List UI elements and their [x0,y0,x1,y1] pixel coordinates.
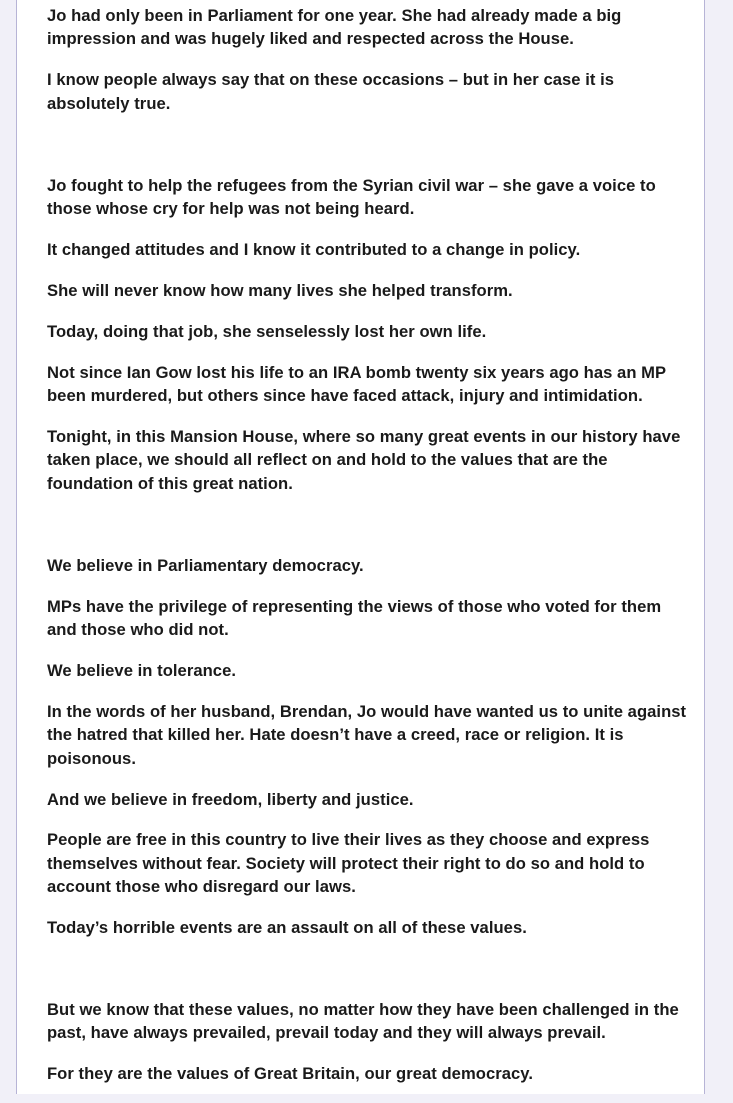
page-left-border [16,0,17,1094]
paragraph: It changed attitudes and I know it contributed to a change in policy. [47,239,581,259]
section-gap [47,133,687,174]
paragraph: Jo fought to help the refugees from the Syrian civil war – she gave a voice to those whose cry for help was not being heard. [47,175,656,219]
paragraph: And we believe in freedom, liberty and justice. [47,789,414,809]
document-body [47,4,687,1103]
paragraph: We believe in Parliamentary democracy. [47,555,364,575]
paragraph: Today’s horrible events are an assault on all of these values. [47,918,527,938]
paragraph: She will never know how many lives she helped transform. [47,280,513,300]
paragraph: Not since Ian Gow lost his life to an IRA bomb twenty six years ago has an MP been murdered, but others since have faced attack, injury and intimidation. [47,362,666,406]
paragraph: MPs have the privilege of representing the views of those who voted for them and those who did not. [47,596,662,639]
page-right-border [704,0,705,1094]
paragraph: People are free in this country to live their lives as they choose and express themselves without fear. Society will protect their right to do so and hold to account those who disregard our laws. [47,830,650,897]
paragraph: I know people always say that on these occasions – but in her case it is absolutely true. [47,70,615,113]
paragraph: But we know that these values, no matter how they have been challenged in the past, have always prevailed, prevail today and they will always prevail. [47,1000,679,1043]
section-gap [47,513,687,554]
paragraph: For they are the values of Great Britain, our great democracy. [47,1064,534,1084]
section-gap [47,957,687,998]
paragraph: We believe in tolerance. [47,660,237,680]
paragraph: Today, doing that job, she senselessly lost her own life. [47,321,487,341]
paragraph: In the words of her husband, Brendan, Jo would have wanted us to unite against the hatred that killed her. Hate doesn’t have a creed, race or religion. It is poisonous. [47,701,687,768]
paragraph: Tonight, in this Mansion House, where so many great events in our history have taken place, we should all reflect on and hold to the values that are the foundation of this great nation. [47,426,681,493]
paragraph: Jo had only been in Parliament for one year. She had already made a big impression and was hugely liked and respected across the House. [47,6,622,49]
